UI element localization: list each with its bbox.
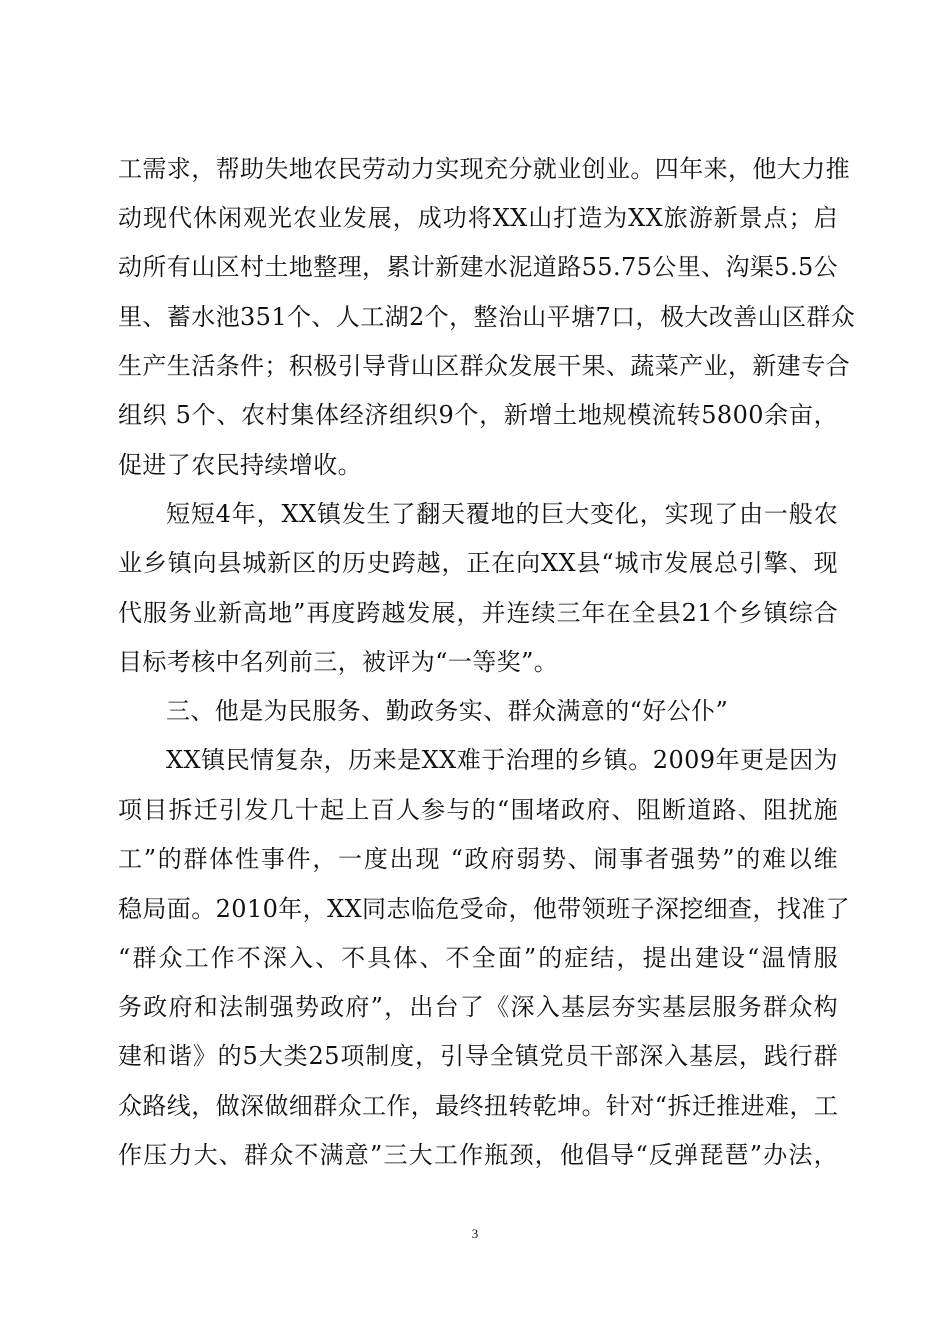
text-line: 促进了农民持续增收。 xyxy=(118,451,362,479)
paragraph-first-line: XX镇民情复杂，历来是XX难于治理的乡镇。2009年更是因为 xyxy=(166,746,838,774)
text-line: 代服务业新高地”再度跨越发展，并连续三年在全县21个乡镇综合 xyxy=(118,599,838,627)
text-line: 稳局面。2010年，XX同志临危受命，他带领班子深挖细查，找准了 xyxy=(118,895,851,923)
section-heading: 三、他是为民服务、勤政务实、群众满意的“好公仆” xyxy=(166,697,729,725)
text-line: 众路线，做深做细群众工作，最终扭转乾坤。针对“拆迁推进难，工 xyxy=(118,1092,839,1120)
text-line: 工”的群体性事件，一度出现 “政府弱势、闹事者强势”的难以维 xyxy=(118,845,838,873)
text-line: 动所有山区村土地整理，累计新建水泥道路55.75公里、沟渠5.5公 xyxy=(118,253,839,281)
text-line: 生产生活条件；积极引导背山区群众发展干果、蔬菜产业，新建专合 xyxy=(118,352,850,380)
paragraph-first-line: 短短4年，XX镇发生了翻天覆地的巨大变化，实现了由一般农 xyxy=(166,500,838,528)
text-line: 工需求，帮助失地农民劳动力实现充分就业创业。四年来，他大力推 xyxy=(118,155,850,183)
text-line: 里、蓄水池351个、人工湖2个，整治山平塘7口，极大改善山区群众 xyxy=(118,303,856,331)
text-line: 业乡镇向县城新区的历史跨越，正在向XX县“城市发展总引擎、现 xyxy=(118,549,838,577)
text-line: “群众工作不深入、不具体、不全面”的症结，提出建设“温情服 xyxy=(118,944,838,972)
page-number: 3 xyxy=(471,1226,479,1241)
text-line: 组织 5个、农村集体经济组织9个，新增土地规模流转5800余亩， xyxy=(118,401,838,429)
text-line: 目标考核中名列前三，被评为“一等奖”。 xyxy=(118,648,559,676)
text-line: 作压力大、群众不满意”三大工作瓶颈，他倡导“反弹琵琶”办法， xyxy=(118,1141,838,1169)
text-line: 项目拆迁引发几十起上百人参与的“围堵政府、阻断道路、阻扰施 xyxy=(118,796,838,824)
text-line: 建和谐》的5大类25项制度，引导全镇党员干部深入基层，践行群 xyxy=(118,1042,838,1070)
text-line: 务政府和法制强势政府”，出台了《深入基层夯实基层服务群众构 xyxy=(118,993,838,1021)
text-line: 动现代休闲观光农业发展，成功将XX山打造为XX旅游新景点；启 xyxy=(118,204,838,232)
